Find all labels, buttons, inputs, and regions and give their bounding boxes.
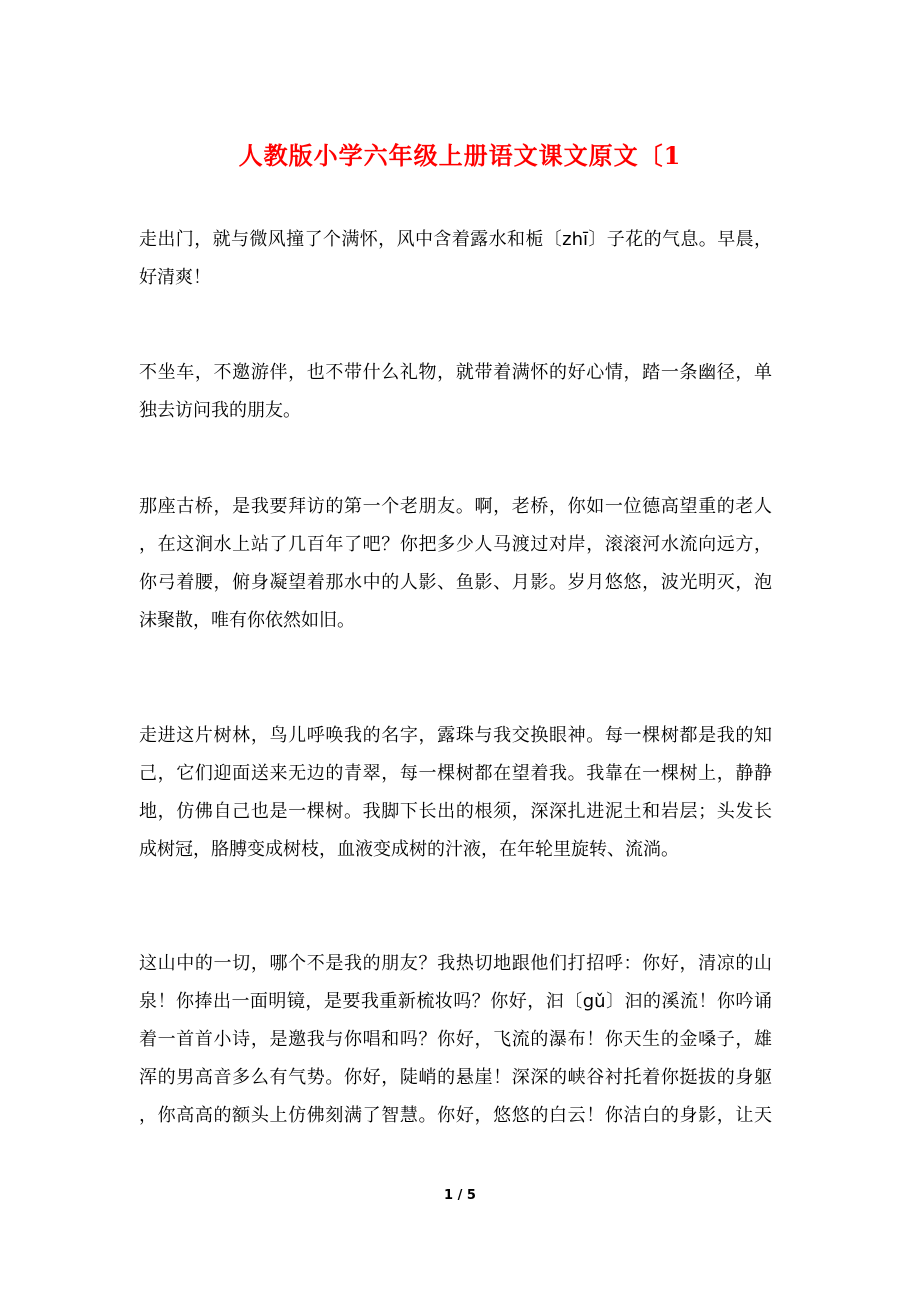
paragraph-5	[139, 945, 772, 1135]
paragraph-2	[139, 354, 772, 430]
text-line: ，在这涧水上站了几百年了吧？你把多少人马渡过对岸，滚滚河水流向远方，	[139, 534, 772, 555]
text-line: 沫聚散，唯有你依然如旧。	[139, 610, 355, 631]
text-line: 独去访问我的朋友。	[139, 400, 301, 421]
text-line: 走出门，就与微风撞了个满怀，风中含着露水和栀〔zhī〕子花的气息。早晨，	[139, 229, 772, 250]
page-number: 1 / 5	[444, 1188, 476, 1203]
text-line: 那座古桥，是我要拜访的第一个老朋友。啊，老桥，你如一位德高望重的老人	[139, 496, 772, 517]
text-line: ，你高高的额头上仿佛刻满了智慧。你好，悠悠的白云！你洁白的身影，让天	[139, 1105, 772, 1126]
text-line: 走进这片树林，鸟儿呼唤我的名字，露珠与我交换眼神。每一棵树都是我的知	[139, 725, 772, 746]
text-line: 己，它们迎面送来无边的青翠，每一棵树都在望着我。我靠在一棵树上，静静	[139, 763, 772, 784]
text-line: 浑的男高音多么有气势。你好，陡峭的悬崖！深深的峡谷衬托着你挺拔的身躯	[139, 1067, 772, 1088]
document-title: 人教版小学六年级上册语文课文原文〔1	[238, 141, 682, 170]
text-line: 你弓着腰，俯身凝望着那水中的人影、鱼影、月影。岁月悠悠，波光明灭，泡	[139, 572, 772, 593]
text-line: 好清爽！	[139, 267, 211, 288]
text-line: 地，仿佛自己也是一棵树。我脚下长出的根须，深深扎进泥土和岩层；头发长	[139, 801, 772, 822]
text-line: 不坐车，不邀游伴，也不带什么礼物，就带着满怀的好心情，踏一条幽径，单	[139, 362, 772, 383]
text-line: 成树冠，胳膊变成树枝，血液变成树的汁液，在年轮里旋转、流淌。	[139, 839, 679, 860]
paragraph-3	[139, 488, 772, 640]
paragraph-1	[139, 221, 772, 297]
text-line: 着一首首小诗，是邀我与你唱和吗？你好，飞流的瀑布！你天生的金嗓子，雄	[139, 1029, 772, 1050]
paragraph-4	[139, 717, 772, 869]
text-line: 泉！你捧出一面明镜，是要我重新梳妆吗？你好，汩〔gǔ〕汩的溪流！你吟诵	[139, 991, 772, 1012]
text-line: 这山中的一切，哪个不是我的朋友？我热切地跟他们打招呼：你好，清凉的山	[139, 953, 772, 974]
